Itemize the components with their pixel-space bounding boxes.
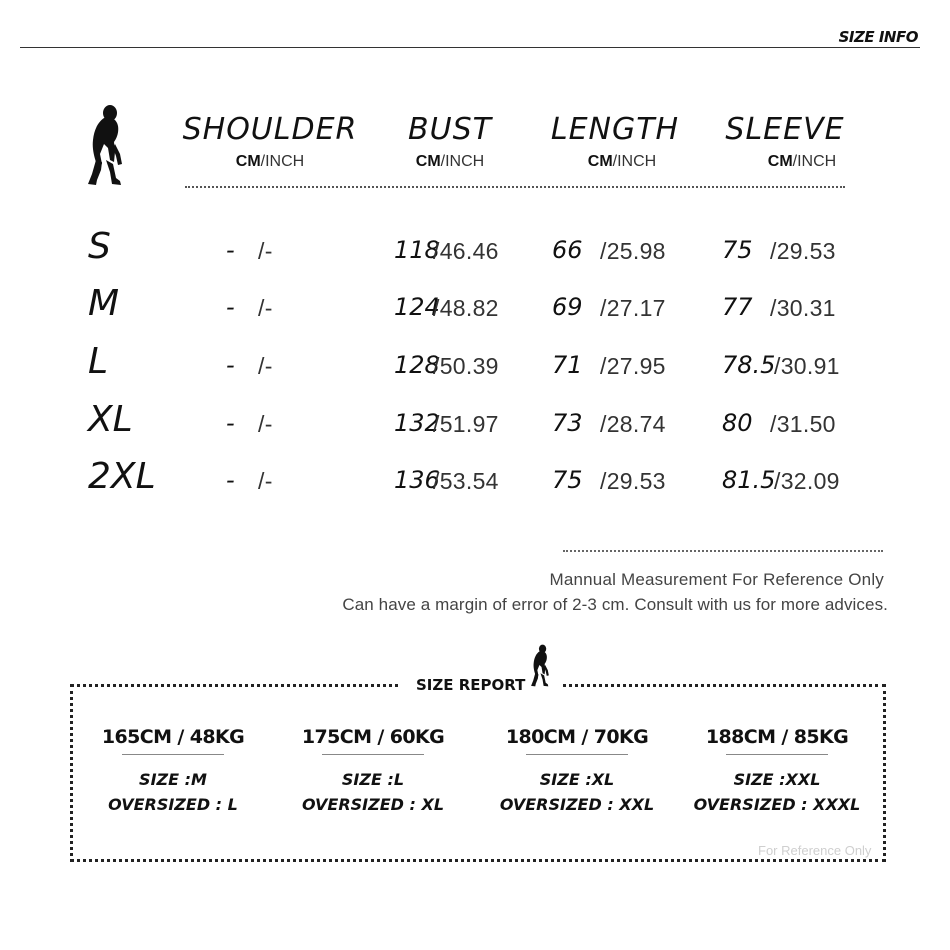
cell-sleeve-in: /30.31: [770, 295, 836, 321]
cell-length-in: /27.95: [600, 353, 666, 379]
cell-sleeve-cm: 75: [722, 236, 753, 264]
header-divider-dots: [185, 186, 845, 188]
cell-sleeve-in: /31.50: [770, 411, 836, 437]
cell-length-cm: 69: [552, 293, 583, 321]
cell-length-in: /27.17: [600, 295, 666, 321]
cell-shoulder-in: /-: [258, 353, 273, 379]
report-height-weight: 165CM / 48KG: [101, 726, 245, 748]
margin-note: Can have a margin of error of 2-3 cm. Consult with us for more advices.: [342, 595, 888, 614]
cell-bust-in: /46.46: [433, 238, 499, 264]
cell-sleeve-in: /30.91: [774, 353, 840, 379]
header-rule: [20, 47, 920, 48]
cell-sleeve-in: /32.09: [774, 468, 840, 494]
cell-length-in: /29.53: [600, 468, 666, 494]
report-height-weight: 180CM / 70KG: [505, 726, 649, 748]
cell-bust-cm: 118: [394, 236, 440, 264]
cell-shoulder-in: /-: [258, 238, 273, 264]
cell-shoulder-cm: -: [226, 351, 235, 379]
report-height-weight: 188CM / 85KG: [705, 726, 849, 748]
cell-sleeve-cm: 77: [722, 293, 753, 321]
cell-shoulder-in: /-: [258, 468, 273, 494]
report-item: [283, 726, 463, 817]
report-oversized: OVERSIZED : XL: [301, 795, 445, 814]
cell-bust-cm: 136: [394, 466, 440, 494]
reference-footnote: For Reference Only: [758, 843, 872, 858]
report-underline: [122, 754, 224, 755]
cell-length-cm: 73: [552, 409, 583, 437]
cell-length-cm: 66: [552, 236, 583, 264]
cell-shoulder-in: /-: [258, 411, 273, 437]
page-title: SIZE INFO: [838, 28, 918, 46]
report-underline: [726, 754, 828, 755]
size-label-m: M: [88, 283, 120, 324]
cell-shoulder-cm: -: [226, 409, 235, 437]
report-oversized: OVERSIZED : L: [108, 795, 238, 814]
report-underline: [322, 754, 424, 755]
report-item: [487, 726, 667, 817]
cell-length-cm: 75: [552, 466, 583, 494]
col-unit-sleeve: CM/INCH: [767, 153, 837, 170]
cell-bust-in: /50.39: [433, 353, 499, 379]
report-oversized: OVERSIZED : XXXL: [693, 795, 861, 814]
measurement-note: Mannual Measurement For Reference Only: [549, 570, 884, 589]
report-oversized: OVERSIZED : XXL: [499, 795, 655, 814]
cell-sleeve-cm: 80: [722, 409, 753, 437]
col-head-bust: BUST: [408, 112, 492, 147]
ape-silhouette-icon: [84, 104, 130, 188]
cell-sleeve-cm: 78.5: [722, 351, 776, 379]
cell-bust-in: /53.54: [433, 468, 499, 494]
size-label-xl: XL: [88, 399, 133, 440]
report-underline: [526, 754, 628, 755]
size-report-title: SIZE REPORT: [416, 676, 526, 694]
col-unit-shoulder: CM/INCH: [235, 153, 305, 170]
report-size: SIZE :L: [341, 770, 405, 789]
report-item: [687, 726, 867, 817]
ape-silhouette-icon: [529, 642, 553, 690]
cell-shoulder-cm: -: [226, 236, 235, 264]
col-head-shoulder: SHOULDER: [182, 112, 358, 147]
size-label-l: L: [88, 341, 109, 382]
cell-shoulder-cm: -: [226, 293, 235, 321]
col-head-sleeve: SLEEVE: [725, 112, 845, 147]
cell-length-in: /25.98: [600, 238, 666, 264]
cell-length-in: /28.74: [600, 411, 666, 437]
report-height-weight: 175CM / 60KG: [301, 726, 445, 748]
cell-shoulder-cm: -: [226, 466, 235, 494]
cell-bust-cm: 124: [394, 293, 440, 321]
cell-sleeve-cm: 81.5: [722, 466, 776, 494]
cell-bust-in: /51.97: [433, 411, 499, 437]
cell-length-cm: 71: [552, 351, 583, 379]
cell-bust-cm: 132: [394, 409, 440, 437]
report-size: SIZE :XXL: [733, 770, 821, 789]
report-item: [83, 726, 263, 817]
cell-bust-in: /48.82: [433, 295, 499, 321]
cell-bust-cm: 128: [394, 351, 440, 379]
report-size: SIZE :XL: [539, 770, 615, 789]
cell-shoulder-in: /-: [258, 295, 273, 321]
report-size: SIZE :M: [139, 770, 207, 789]
size-label-2xl: 2XL: [88, 456, 156, 497]
col-unit-bust: CM/INCH: [415, 153, 485, 170]
size-label-s: S: [88, 226, 111, 267]
notes-divider-dots: [563, 550, 883, 552]
col-head-length: LENGTH: [550, 112, 680, 147]
cell-sleeve-in: /29.53: [770, 238, 836, 264]
col-unit-length: CM/INCH: [587, 153, 657, 170]
